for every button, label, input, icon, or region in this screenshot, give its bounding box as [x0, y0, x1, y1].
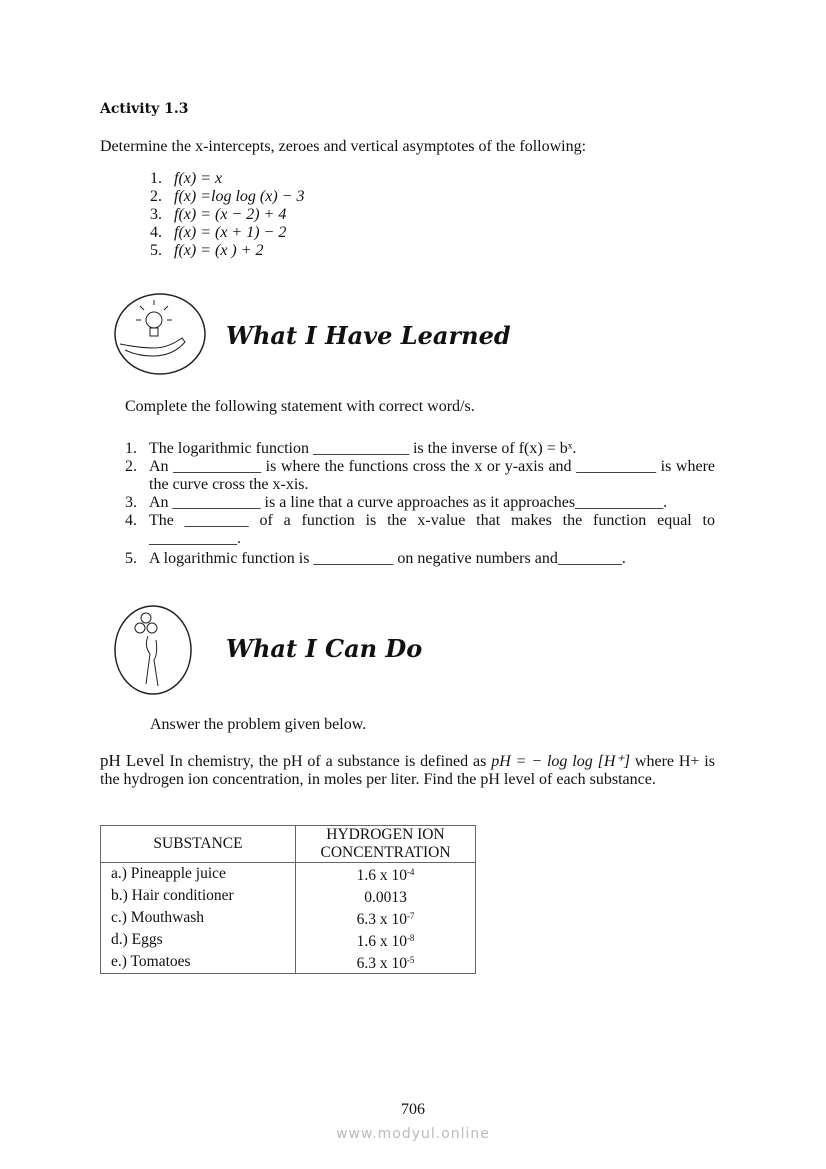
list-item: 4. f(x) = (x + 1) − 2: [150, 224, 287, 241]
column-header: SUBSTANCE: [101, 826, 296, 863]
list-item: 5. f(x) = (x ) + 2: [150, 242, 264, 259]
list-item: 5. A logarithmic function is __________ on negative numbers and________.: [125, 550, 626, 567]
table-row: c.) Mouthwash 6.3 x $10^{-7}$: [101, 907, 476, 929]
list-item: 2. An ___________ is where the functions cross the x or y-axis and __________ is where the curve cross the x-xis.: [125, 458, 715, 493]
table-row: d.) Eggs 1.6 x $10^{-8}$: [101, 929, 476, 951]
list-item: 1. The logarithmic function ____________ is the inverse of f(x) = bˣ.: [125, 440, 577, 457]
list-item: 3. An ___________ is a line that a curve approaches as it approaches___________.: [125, 494, 668, 511]
learned-list: [125, 440, 715, 568]
section-heading-cando: What I Can Do: [226, 634, 423, 663]
table-row: b.) Hair conditioner 0.0013: [101, 885, 476, 907]
page-number: 706: [401, 1101, 425, 1118]
problem-statement: pH Level In chemistry, the pH of a substance is defined as pH = − log log [H⁺] where H+ is the hydrogen ion concentration, in moles per liter. Find the pH level of each substance.: [100, 751, 715, 788]
hydrogen-ion-table: [100, 825, 476, 974]
watermark: www.modyul.online: [336, 1126, 490, 1142]
activity-instruction: Determine the x-intercepts, zeroes and vertical asymptotes of the following:: [100, 138, 587, 155]
learned-instruction: Complete the following statement with correct word/s.: [125, 398, 475, 415]
table-row: e.) Tomatoes 6.3 x $10^{-5}$: [101, 951, 476, 974]
list-item: 3. f(x) = (x − 2) + 4: [150, 206, 287, 223]
activity-title: Activity 1.3: [100, 101, 189, 117]
table-row: a.) Pineapple juice 1.6 x $10^{-4}$: [101, 863, 476, 886]
activity-list: [150, 170, 304, 260]
section-heading-learned: What I Have Learned: [226, 321, 511, 350]
list-item: 2. f(x) =log log (x) − 3: [150, 188, 305, 205]
cando-instruction: Answer the problem given below.: [150, 716, 367, 733]
column-header: HYDROGEN ION CONCENTRATION: [296, 826, 476, 863]
list-item: 4. The ________ of a function is the x-value that makes the function equal to ___________.: [125, 512, 715, 547]
lightbulb-hand-icon: [112, 292, 208, 376]
list-item: 1. f(x) = x: [150, 170, 223, 187]
hand-gears-icon: [112, 604, 194, 696]
